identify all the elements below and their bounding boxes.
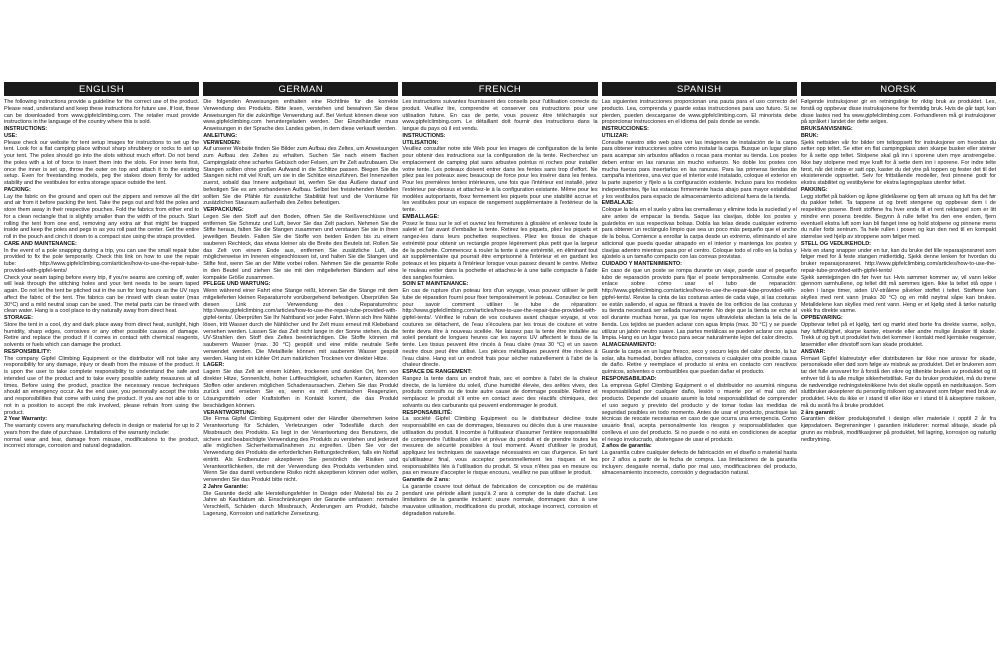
column-body [801, 99, 996, 656]
section-heading: PAKKING: [800, 186, 828, 193]
paragraph: Store the tent in a cool, dry and dark place away from direct heat, sunlight, high humidity, sharp edges, corrosives or any other possible causes of damage. Retire and replace the product if it comes in contact with chemical reagents, solvents or fuels which can damage the product. [4, 321, 200, 348]
column-header: ENGLISH [4, 82, 199, 96]
paragraph: Las siguientes instrucciones proporcionan una pauta para el uso correcto del producto. Lea, comprenda y guarde estas instrucciones para uso futuro. Si se pierden, pueden descargarse de www.gipfelclimbing.com. El minorista debe proporcionar instrucciones en el idioma del país donde se vende. [601, 99, 797, 126]
paragraph: Posez le tissu sur le sol et ouvrez les fermetures à glissière et enlevez toute la saleté et l'air avant d'emballer la tente. Retirez les piquets, pliez les piquets et rangez-les dans leurs pochettes respectives. Pliez les tissus de chaque extrémité pour obtenir un rectangle propre légèrement plus petit que la largeur de la pochette. Commencez à rouler la tente à une extrémité, en éliminant tout air supplémentaire qui pourrait être emprisonné à l'intérieur et en gardant les poteaux et les piquets à l'intérieur lorsque vous passez devant le centre. Mettez le rouleau entier dans la pochette et attachez-le à une taille compacte à l'aide des sangles fournies. [402, 220, 598, 281]
column-body [402, 99, 597, 656]
section-heading: Garantie de 2 ans: [402, 477, 451, 483]
paragraph: Les instructions suivantes fournissent des conseils pour l'utilisation correcte du produit. Veuillez lire, comprendre et conserver ces instructions pour une utilisation future. En cas de perte, vous pouvez être téléchargés sur www.gipfelclimbing.com. Le détaillant doit fournir des instructions dans la langue du pays où il est vendu. [402, 99, 598, 132]
section-heading: INSTRUCTIONS: [4, 126, 48, 132]
section-heading: 2 Jahre Garantie: [203, 483, 249, 490]
section-heading: BRUKSANVISNING: [800, 126, 853, 132]
paragraph: Guarde la carpa en un lugar fresco, seco y oscuro lejos del calor directo, la luz solar, alta humedad, bordes afilados, corrosivos o cualquier otra posible causa de daño. Retire y reemplace el producto si entra en contacto con reactivos químicos, solventes o combustibles que puedan dañar el producto. [601, 348, 797, 375]
section-heading: RESPONSIBILITY: [4, 348, 52, 355]
paragraph: Oppbevar teltet på et kjølig, tørt og mørkt sted borte fra direkte varme, sollys, høy luftfuktighet, skarpe kanter, etsende eller andre mulige årsaker til skade. Trekk ut og bytt ut produktet hvis det kommer i kontakt med kjemiske reagenser, løsemidler eller drivstoff som kan skade produktet. [800, 321, 997, 348]
section-heading: ANLEITUNG: [203, 132, 238, 139]
section-heading: ESPACE DE RANGEMENT: [402, 369, 472, 375]
paragraph: La garantía cubre cualquier defecto de fabricación en el diseño o material hasta por 2 años a partir de la fecha de compra. Las limitaciones de la garantía incluyen: desgaste normal, daño por mal uso, modificaciones del producto, almacenamiento incorrecto, corrosión y degradación natural. [601, 450, 797, 477]
paragraph: Følgende instruksjoner gir en retningslinje for riktig bruk av produktet. Les, forstå og oppbevar disse instruksjonene for fremtidig bruk. Hvis de går tapt, kan disse lastes ned fra www.gipfelclimbing.com. Forhandleren må gi instruksjoner på språket i landet der dette selges. [800, 99, 997, 126]
section-heading: 2 años de garantía: [601, 443, 652, 450]
paragraph: Lay the fabric on the ground and open out the zippers and remove all the dirt and air from it before packing the tent. Take the pegs out and fold the poles and store them away in their respective pouches. Fold the fabrics from either end to for a clean rectangle that is slightly smaller than the width of the pouch. Start rolling the tent from one end, removing any extra air that might be trapped inside and keep the poles and pegs in as you roll past the center. Get the entire roll in the pouch and cinch it down to a compact size using the straps provided. [4, 193, 200, 240]
paragraph: Wenn während einer Fahrt eine Stange reißt, können Sie die Stange mit dem mitgelieferten kleinen Reparaturrohr vorübergehend befestigen. Überprüfen Sie diesen Link zur Verwendung des Reparaturrohrs: http://www.gipfelclimbing.com/articles/how-to-use-the-repair-tube-provided-with-gipfel-tents/. Überprüfen Sie Ihr Nahtband vor jeder Fahrt. Wenn sich Ihre Nähte lösen, tritt Wasser durch die Nählöcher und Ihr Zelt muss erneut mit Klebeband versehen werden. Lassen Sie das Zelt nicht lange in der Sonne stehen, da die UV-Strahlen den Stoff des Zeltes beeinträchtigen. Die Stoffe können mit sauberem Wasser (max. 30 °C) gespült und eine milde neutrale Seife verwendet werden. Die Metallteile können mit sauberem Wasser gespült werden. Hang ist ein kühler Ort zum natürlichen Trocknen vor direkter Hitze. [203, 288, 399, 362]
column-norsk [801, 82, 996, 656]
paragraph: Garantien dekker produksjonsfeil i design eller materiale i opptil 2 år fra kjøpsdatoen. Begrensninger i garantien inkluderer: normal slitasje, skade på grunn av misbruk, modifikasjoner på produktet, feil lagring, korrosjon og naturlig nedbrytning. [800, 416, 997, 443]
paragraph: Sjekk sømtejpingen din før hver tur. Hvis sømmer kommer av, vil vann lekke gjennom sømhullene, og teltet ditt må sømmes igjen. Ikke la teltet stå oppe i solen i lange timer, siden UV-strålene påvirker stoffet i teltet. Stoffene kan skylles med rent vann (maks 30 °C) og en mild nøytral såpe kan brukes. Metalldelene kan skylles med rent vann. Heng er et kjølig sted å tørke naturlig vekk fra direkte varme. [800, 274, 997, 315]
section-heading: EMBALAJE: [601, 200, 634, 207]
section-heading: UTILISATION: [402, 139, 439, 146]
column-header: FRENCH [402, 82, 597, 96]
paragraph: Hvis en stang snapper under en tur, kan du bruke det lille reparasjonsrøret som følger med for å feste stangen midlertidig. Sjekk denne lenken for hvordan du bruker reparasjonsrøret. http://www.gipfelclimbing.com/articles/how-to-use-the-repair-tube-provided-with-gipfel-tents/ [800, 247, 997, 274]
paragraph: Lagern Sie das Zelt an einem kühlen, trockenen und dunklen Ort, fern von direkter Hitze, Sonnenlicht, hoher Luftfeuchtigkeit, scharfen Kanten, ätzenden Stoffen oder anderen möglichen Schadensursachen. Ziehen Sie das Produkt zurück und ersetzen Sie es, wenn es mit chemischen Reagenzien, Lösungsmitteln oder Kraftstoffen in Kontakt kommt, die das Produkt beschädigen können. [203, 369, 399, 409]
section-heading: SOIN ET MAINTENANCE: [402, 281, 469, 288]
column-body [602, 99, 797, 656]
section-heading: PACKING: [4, 186, 31, 193]
section-heading: CUIDADO Y MANTENIMIENTO: [601, 261, 682, 267]
section-heading: LAGER: [203, 362, 225, 369]
section-heading: PFLEGE UND WARTUNG: [203, 281, 271, 288]
paragraph: Die folgenden Anweisungen enthalten eine Richtlinie für die korrekte Verwendung des Produkts. Bitte lesen, verstehen und bewahren Sie diese Anweisungen für die zukünftige Verwendung auf. Bei Verlust können diese von www.gipfelclimbing.com heruntergeladen werden. Der Einzelhändler muss Anweisungen in der Sprache des Landes geben, in dem diese verkauft werden. [203, 99, 399, 132]
paragraph: La garantie couvre tout défaut de fabrication de conception ou de matériau pendant une période allant jusqu'à 2 ans à compter de la date d'achat. Les limitations de la garantie incluent: usure normale, dommages dus à une mauvaise utilisation, modifications du produit, stockage incorrect, corrosion et dégradation naturelle. [402, 483, 598, 517]
column-german [203, 82, 398, 656]
section-heading: STORAGE: [4, 315, 33, 321]
paragraph: Please check our website for tent setup images for instructions to set up the tent. Look for a flat camping place without sharp shrubbery or rocks to set up your tent. The poles should go into the slots without much effort. Do not bend the poles with a lot of force to insert them into the slots. For inner tents first, once the inner is set up, throw the outer on top and attach it to the existing setup. Even for freestanding models, peg the stakes down firmly for added stability and the vestibules for extra storage space outside the tent. [4, 139, 200, 186]
section-heading: RESPONSABILIDAD: [601, 375, 657, 382]
section-heading: ANSVAR: [800, 348, 826, 355]
section-heading: VERANTWORTUNG: [203, 409, 257, 416]
section-heading: INSTRUCTIONS: [402, 132, 446, 139]
section-heading: ALMACENAMIENTO: [601, 342, 657, 348]
column-spanish [602, 82, 797, 656]
paragraph: Veuillez consulter notre site Web pour les images de configuration de la tente pour obtenir des instructions sur la configuration de la tente. Recherchez un emplacement de camping plat sans arbustes pointus ni roches pour installer votre tente. Les poteaux doivent entrer dans les fentes sans trop d'effort. Ne pliez pas les poteaux avec beaucoup de force pour les insérer dans les fentes. Pour les premières tentes intérieures, une fois que l'intérieur est installé, jetez l'extérieur par-dessus et attachez-le à la configuration existante. Même pour les modèles autoportants, fixez fermement les piquets pour une stabilité accrue et les vestibules pour un espace de rangement supplémentaire à l'extérieur de la tente. [402, 146, 598, 213]
section-heading: STELL OG VEDLIKEHOLD: [800, 240, 871, 247]
section-heading: VERPACKUNG: [203, 207, 244, 213]
section-heading: USE: [4, 132, 18, 139]
paragraph: Legg stoffet på bakken og åpne glidelåsene og fjern alt smuss og luft fra det før du pakker teltet. Ta tappene ut og brett stengene og oppbevar dem i de respektive posene. Brett stoffene fra hver ende til et rent rektangel som er litt mindre enn posens bredde. Begynn å rulle teltet fra den ene enden, fjern eventuell ekstra luft som kan bli fanget inne og hold stolpene og pinnene mens du ruller forbi sentrum. Ta hele rullen i posen og kun den ned til en kompakt størrelse ved hjelp av stroppene som følger med. [800, 193, 997, 240]
section-heading: CARE AND MAINTENANCE: [4, 240, 77, 247]
section-heading: 2 Year Warranty: [4, 416, 48, 423]
paragraph: Coloque la tela en el suelo y abra las cremalleras y elimine toda la suciedad y el aire antes de empacar la tienda. Saque las clavijas, doble los postes y guárdelos en sus respectivas bolsas. Dobla las telas desde cualquier extremo para obtener un rectángulo limpio que sea un poco más pequeño que el ancho de la bolsa. Comience a enrollar la carpa desde un extremo, eliminando el aire adicional que pueda quedar atrapado en el interior y mantenga los postes y clavijas adentro mientras pasa por el centro. Coloque todo el rollo en la bolsa y ajústelo a un tamaño compacto con las correas provistas. [601, 207, 797, 261]
paragraph: Die Garantie deckt alle Herstellungsfehler in Design oder Material bis zu 2 Jahre ab Kaufdatum ab. Einschränkungen der Garantie umfassen: normaler Verschleiß, Schäden durch Missbrauch, Änderungen am Produkt, falsche Lagerung, Korrosion und natürliche Zersetzung. [203, 490, 399, 517]
paragraph: La empresa Gipfel Climbing Equipment o el distribuidor no asumirá ninguna responsabilidad por cualquier daño, lesión o muerte por el mal uso del producto. Depende del usuario asumir la total responsabilidad de comprender el uso seguro y previsto del producto y de tomar todas las medidas de seguridad posibles en todo momento. Antes de usar el producto, practique las técnicas de rescate necesarias en caso de que ocurra una emergencia. Como usuario final, acepta personalmente los riesgos y responsabilidades que conlleva el uso del producto. Si no puede o no está en condiciones de aceptar el riesgo involucrado, abstengase de usar el producto. [601, 382, 797, 443]
column-body [4, 99, 199, 656]
paragraph: The following instructions provide a guideline for the correct use of the product. Please read, understand and keep these instructions for future use. If lost, these can be downloaded from www.gipfelclimbing.com. The retailer must provide instructions in the language of the country where this is sold. [4, 99, 200, 126]
paragraph: La société Gipfel Climbing Equipment ou le distributeur décline toute responsabilité en cas de dommages, blessures ou décès dus à une mauvaise utilisation du produit. Il incombe à l'utilisateur d'assumer l'entière responsabilité de comprendre l'utilisation sûre et prévue du produit et de prendre toutes les mesures de sécurité possibles à tout moment. Avant d'utiliser le produit, appliquez les techniques de sauvetage nécessaires en cas d'urgence. En tant qu'utilisateur final, vous acceptez personnellement les risques et les responsabilités liés à l'utilisation du produit. Si vous n'êtes pas en mesure ou pas en mesure d'accepter le risque encouru, veuillez ne pas utiliser le produit. [402, 416, 598, 477]
paragraph: The company Gipfel Climbing Equipment or the distributor will not take any responsibility for any damage, injury or death from the misuse of the product. It is upon the user to take complete responsibility to understand the safe and intended use of the product and to take every possible safety measures at all times. Before using the product, practice the necessary rescue techniques should an emergency occur. As the end user, you personally accept the risks and responsibilities that come with using the product. If you are not able to or not in a position to accept the risk involved, please refrain from using the product. [4, 355, 200, 416]
paragraph: Sjekk nettsiden vår for bilder om teltoppsett for instruksjoner om hvordan du setter opp teltet. Se etter en flat campingplass uten skarpe busker eller steiner for å sette opp teltet. Stolpene skal gå inn i sporene uten mye anstrengelse. Ikke bøy stolpene med mye kraft for å sette dem inn i sporene. For indre telte først, når det indre er satt opp, kaster du det ytre på toppen og fester det til det eksisterende oppsettet. Selv for frittstående modeller, fest pinnene godt for ekstra stabilitet og vestibylene for ekstra lagringsplass utenfor teltet. [800, 139, 997, 186]
column-header: SPANISH [602, 82, 797, 96]
paragraph: In the event of a pole snapping during a trip, you can use the small repair tube provided to fix the pole temporarily. Check this link on how to use the repair tube: http://www.gipfelclimbing.com/articles/how-to-use-the-repair-tube-provided-with-gipfel-tents/ [4, 247, 200, 274]
paragraph: Consulte nuestro sitio web para ver las imágenes de instalación de la carpa para obtener instrucciones sobre cómo instalar la carpa. Busque un lugar plano para acampar sin arbustos afilados o rocas para montar su tienda. Los postes deben entrar en las ranuras sin mucho esfuerzo. No doble los postes con mucha fuerza para insertarlos en las ranuras. Para las primeras tiendas de campaña interiores, una vez que el interior esté instalado, coloque el exterior en la parte superior y fíjelo a la configuración existente. Incluso para los modelos independientes, fije las estacas firmemente hacia abajo para mayor estabilidad y los vestíbulos para espacio de almacenamiento adicional fuera de la tienda. [601, 139, 797, 200]
section-heading: RESPONSABILITÉ: [402, 409, 453, 416]
section-heading: OPPBEVARING: [800, 315, 843, 321]
paragraph: En caso de que un poste se rompa durante un viaje, puede usar el pequeño tubo de reparación provisto para fijar el poste temporalmente. Consulte este enlace sobre cómo usar el tubo de reparación: http://www.gipfelclimbing.com/articles/how-to-use-the-repair-tube-provided-with-gipfel-tents/. Revise la cinta de las costuras antes de cada viaje, si las costuras se están saliendo, el agua se filtrará a través de los orificios de las costuras y su tienda necesitará ser sellada nuevamente. No deje que la tienda se eche al sol durante muchas horas, ya que los rayos ultravioleta afectan la tela de la tienda. Los tejidos se pueden aclarar con agua limpia (max. 30 °C) y se puede utilizar un jabón neutro suave. Las partes metálicas se pueden aclarar con agua limpia. Hang es un lugar fresco para secar naturalmente lejos del calor directo. [601, 267, 797, 342]
paragraph: Check your seam taping before every trip, if you're seams are coming off, water will leak through the stitching holes and your tent needs to be seam taped again. Do not let the tent be pitched out in the sun for long hours as the UV rays affect the fabric of the tent. The fabrics can be rinsed with clean water (max 30°C) and a mild neutral soap can be used. The metal parts can be rinsed with clean water. Hang is a cool place to dry naturally away from direct heat. [4, 274, 200, 315]
paragraph: normal wear and tear, damage from misuse, modifications to the product, incorrect storage, corrosion and natural degradation. [4, 436, 200, 450]
section-heading: VERWENDEN: [203, 139, 241, 146]
section-heading: INSTRUCCIONES: [601, 126, 649, 132]
column-header: NORSK [801, 82, 996, 96]
section-heading: EMBALLAGE: [402, 213, 440, 220]
paragraph: Rangez la tente dans un endroit frais, sec et sombre à l'abri de la chaleur directe, de la lumière du soleil, d'une humidité élevée, des arêtes vives, des produits corrosifs ou de toute autre cause de dommage possible. Retirez et remplacez le produit s'il entre en contact avec des réactifs chimiques, des solvants ou des carburants qui peuvent endommager le produit. [402, 375, 598, 409]
section-heading: UTILIZAR: [601, 132, 629, 139]
column-body [203, 99, 398, 656]
paragraph: Legen Sie den Stoff auf den Boden, öffnen Sie die Reißverschlüsse und entfernen Sie Schmutz und Luft, bevor Sie das Zelt packen. Nehmen Sie die Stifte heraus, falten Sie die Stangen zusammen und verstauen Sie sie in ihren jeweiligen Beuteln. Falten Sie die Stoffe von beiden Enden bis zu einem sauberen Rechteck, das etwas kleiner als die Breite des Beutels ist. Rollen Sie das Zelt von einem Ende aus, entfernen Sie zusätzliche Luft, die möglicherweise im Inneren eingeschlossen ist, und halten Sie die Stangen und Stifte fest, wenn Sie an der Mitte vorbei rollen. Nehmen Sie die gesamte Rolle in den Beutel und ziehen Sie sie mit den mitgelieferten Bändern auf eine kompakte Größe zusammen. [203, 213, 399, 281]
paragraph: Auf unserer Website finden Sie Bilder zum Aufbau des Zeltes, um Anweisungen zum Aufbau des Zeltes zu erhalten. Suchen Sie nach einem flachen Campingplatz ohne scharfes Gebüsch oder Felsen, um Ihr Zelt aufzubauen. Die Stangen sollten ohne großen Aufwand in die Schlitze passen. Biegen Sie die Stangen nicht mit viel Kraft, um sie in die Schlitze einzuführen. Bei Innenzelten zuerst, sobald das Innere aufgebaut ist, werfen Sie das Äußere darauf und befestigen Sie es am vorhandenen Aufbau. Selbst bei freistehenden Modellen sollten Sie die Pfähle für zusätzliche Stabilität fest und die Vorräume für zusätzlichen Stauraum außerhalb des Zeltes befestigen. [203, 146, 399, 207]
paragraph: Firmaet Gipfel klatreutstyr eller distributøren tar ikke noe ansvar for skade, personskade eller død som følge av misbruk av produktet. Det er brukeren som tar det fulle ansvaret for å forstå den sikre og tiltenkte bruken av produktet og til enhver tid å ta alle mulige sikkerhetstiltak. Før du bruker produktet, må du trene de nødvendige redningsteknikkene hvis det skulle oppstå en nødsituasjon. Som sluttbruker aksepterer du personlig risikoen og ansvaret som følger med bruk av produktet. Hvis du ikke er i stand til eller ikke er i stand til å akseptere risikoen, må du avstå fra å bruke produktet. [800, 355, 997, 409]
column-english [4, 82, 199, 656]
paragraph: The warranty covers any manufacturing defects in design or material for up to 2 years from the date of purchase. Limitations of the warranty include: [4, 423, 200, 436]
column-french [402, 82, 597, 656]
paragraph: Die Firma Gipfel Climbing Equipment oder der Händler übernehmen keine Verantwortung für Schäden, Verletzungen oder Todesfälle durch den Missbrauch des Produkts. Es liegt in der Verantwortung des Benutzers, die sichere und beabsichtigte Verwendung des Produkts zu verstehen und jederzeit alle möglichen Sicherheitsmaßnahmen zu ergreifen. Üben Sie vor der Verwendung des Produkts die erforderlichen Rettungstechniken, falls ein Notfall eintritt. Als Endbenutzer akzeptieren Sie persönlich die Risiken und Verantwortlichkeiten, die mit der Verwendung des Produkts verbunden sind. Wenn Sie das damit verbundene Risiko nicht akzeptieren können oder wollen, verwenden Sie das Produkt bitte nicht. [203, 416, 399, 483]
column-header: GERMAN [203, 82, 398, 96]
paragraph: En cas de rupture d'un poteau lors d'un voyage, vous pouvez utiliser le petit tube de réparation fourni pour fixer temporairement le poteau. Consultez ce lien pour savoir comment utiliser le tube de réparation: http://www.gipfelclimbing.com/articles/how-to-use-the-repair-tube-provided-with-gipfel-tents/. Vérifiez le ruban de vos coutures avant chaque voyage, si vos coutures se détachent, de l'eau s'écoulera par les trous de couture et votre tente devra être à nouveau scellée. Ne laissez pas la tente être installée au soleil pendant de longues heures car les rayons UV affectent le tissu de la tente. Les tissus peuvent être rincés à l'eau claire (max 30 °C) et un savon neutre doux peut être utilisé. Les pièces métalliques peuvent être rincées à l'eau claire. Hang est un endroit frais pour sécher naturellement à l'abri de la chaleur directe. [402, 288, 598, 369]
section-heading: 2 års garanti: [800, 409, 836, 416]
section-heading: BRUK: [800, 132, 819, 139]
